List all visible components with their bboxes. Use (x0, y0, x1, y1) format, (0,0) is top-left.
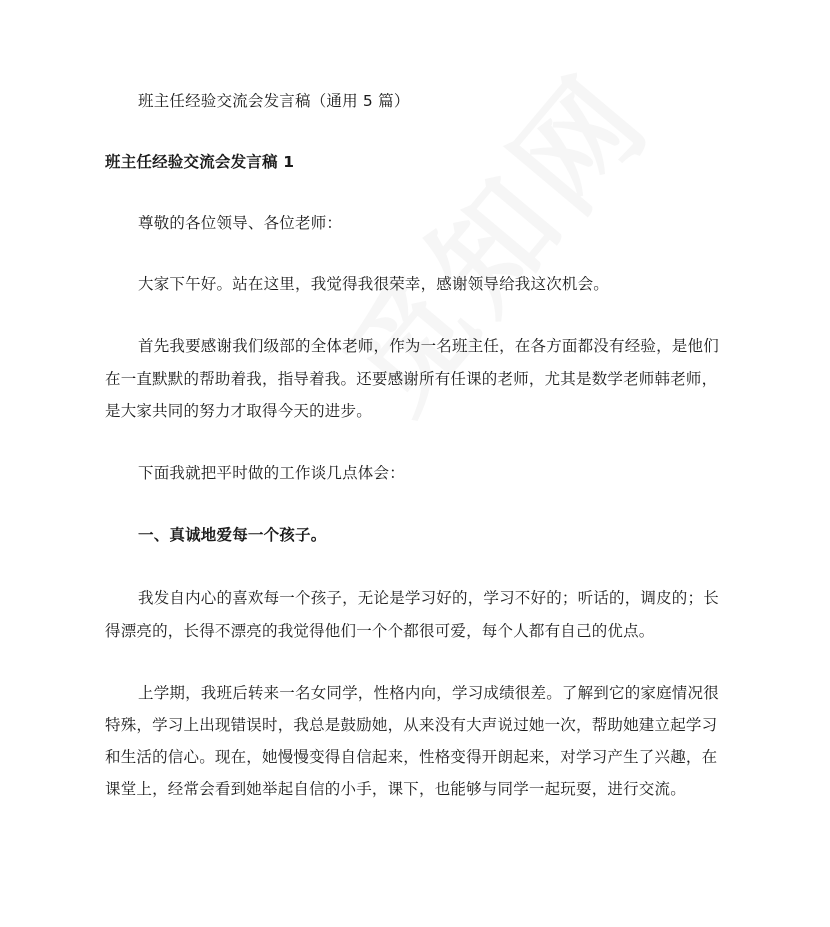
paragraph-5-line-1: 上学期，我班后转来一名女同学，性格内向，学习成绩很差。了解到它的家庭情况很 (138, 684, 719, 702)
section-heading: 班主任经验交流会发言稿 1 (105, 153, 295, 171)
paragraph-3: 下面我就把平时做的工作谈几点体会： (138, 464, 405, 482)
paragraph-5-line-3: 和生活的信心。现在，她慢慢变得自信起来，性格变得开朗起来，对学习产生了兴趣，在 (105, 748, 718, 766)
greeting: 尊敬的各位领导、各位老师： (138, 214, 343, 232)
paragraph-2-line-1: 首先我要感谢我们级部的全体老师，作为一名班主任，在各方面都没有经验，是他们 (138, 337, 719, 355)
paragraph-4-line-2: 得漂亮的，长得不漂亮的我觉得他们一个个都很可爱，每个人都有自己的优点。 (105, 622, 655, 640)
document-title: 班主任经验交流会发言稿（通用 5 篇） (138, 92, 410, 110)
paragraph-1: 大家下午好。站在这里，我觉得我很荣幸，感谢领导给我这次机会。 (138, 275, 610, 293)
paragraph-2-line-2: 在一直默默的帮助着我，指导着我。还要感谢所有任课的老师，尤其是数学老师韩老师， (105, 370, 718, 388)
paragraph-5-line-2: 特殊，学习上出现错误时，我总是鼓励她，从来没有大声说过她一次，帮助她建立起学习 (105, 716, 718, 734)
paragraph-4-line-1: 我发自内心的喜欢每一个孩子，无论是学习好的，学习不好的；听话的，调皮的；长 (138, 589, 719, 607)
point-1-heading: 一、真诚地爱每一个孩子。 (138, 526, 327, 544)
paragraph-2-line-3: 是大家共同的努力才取得今天的进步。 (105, 402, 372, 420)
paragraph-5-line-4: 课堂上，经常会看到她举起自信的小手，课下，也能够与同学一起玩耍，进行交流。 (105, 780, 686, 798)
